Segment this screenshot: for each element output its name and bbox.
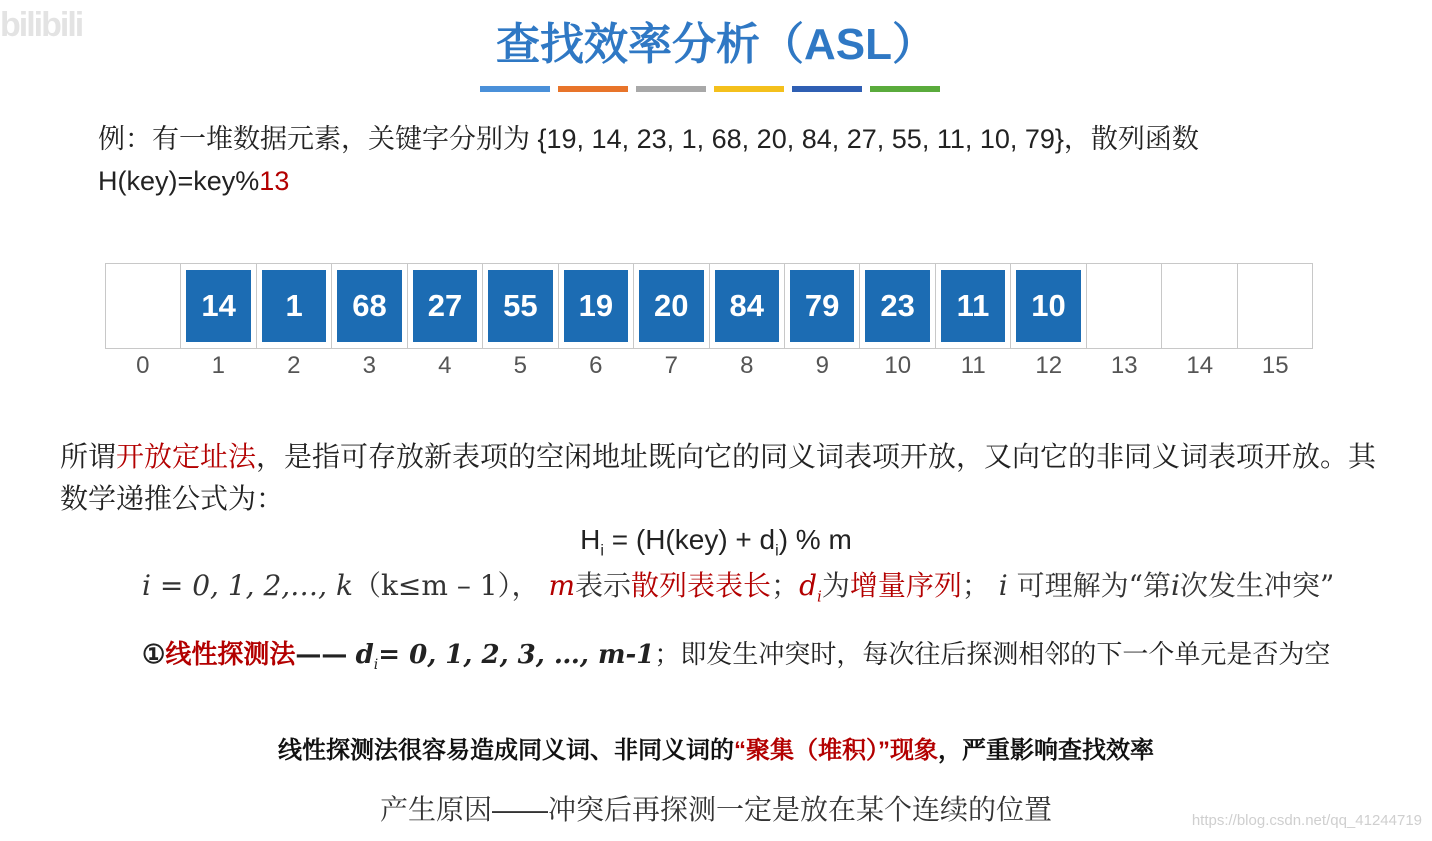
hash-slot-index: 10: [884, 352, 912, 379]
cause-line: 产生原因——冲突后再探测一定是放在某个连续的位置: [379, 794, 1052, 825]
hash-slot-value: 84: [715, 270, 779, 342]
linear-dash: ——: [295, 640, 348, 670]
conclusion-post: ，严重影响查找效率: [938, 737, 1154, 764]
hash-slot-index: 7: [664, 352, 678, 379]
param-semicolon-2: ；: [961, 569, 990, 602]
hash-slot-index: 13: [1110, 352, 1138, 379]
formula-end: ) % m: [778, 524, 852, 555]
hash-slot: [559, 264, 634, 348]
hash-slot-value: 23: [865, 270, 929, 342]
hash-slot: [181, 264, 256, 348]
hash-slot-index: 14: [1186, 352, 1214, 379]
param-d-term: 增量序列: [849, 570, 962, 601]
hash-slot-value: 1: [262, 270, 326, 342]
hash-slot-index: 6: [589, 352, 603, 379]
hash-slot: [1162, 264, 1237, 348]
color-bar-segment: [870, 86, 940, 92]
definition-term: 开放定址法: [116, 441, 257, 472]
hash-slot-index: 5: [513, 352, 527, 379]
hash-slot: [1238, 264, 1312, 348]
linear-number: ①: [142, 640, 166, 670]
hash-slot-value: 79: [790, 270, 854, 342]
color-bar-segment: [714, 86, 784, 92]
linear-description: ；即发生冲突时，每次往后探测相邻的下一个单元是否为空: [654, 640, 1331, 670]
formula-mid: = (H(key) + d: [603, 524, 776, 555]
formula-sub-i-2: i: [775, 542, 779, 560]
hash-slot: [936, 264, 1011, 348]
example-modulus: 13: [259, 166, 290, 196]
hash-slot: [1087, 264, 1162, 348]
param-condition: （k≤m – 1）: [352, 569, 512, 602]
hash-slot-index: 15: [1261, 352, 1289, 379]
hash-slot-value: 10: [1016, 270, 1080, 342]
conclusion-pre: 线性探测法很容易造成同义词、非同义词的: [278, 737, 734, 764]
hash-slot: [483, 264, 558, 348]
recurrence-formula: [0, 524, 1432, 561]
hash-slot: [785, 264, 860, 348]
color-bar-segment: [792, 86, 862, 92]
conclusion-line: [0, 730, 1432, 765]
hash-slot-value: 14: [186, 270, 250, 342]
linear-probing-line: [142, 634, 1330, 673]
color-bar-segment: [558, 86, 628, 92]
formula-parameters: [142, 564, 1334, 606]
hash-slot: [860, 264, 935, 348]
param-d-sub: i: [817, 587, 822, 606]
color-bar-segment: [636, 86, 706, 92]
hash-slot-index: 9: [815, 352, 829, 379]
param-semicolon-1: ；: [771, 569, 800, 602]
param-i-desc-2: 次发生冲突”: [1179, 569, 1335, 602]
param-m-term: 散列表表长: [631, 570, 772, 601]
hash-slot-index: 12: [1035, 352, 1063, 379]
watermark: https://blog.csdn.net/qq_41244719: [1191, 812, 1422, 829]
title-underline-color-bar: [480, 86, 940, 92]
hash-slot-index: 11: [960, 352, 986, 379]
hash-slot-index: 4: [438, 352, 452, 379]
param-m-desc: 表示: [575, 570, 632, 601]
hash-slot: [257, 264, 332, 348]
hash-slot-value: 19: [564, 270, 628, 342]
formula-h: H: [580, 524, 601, 555]
example-text: 例：有一堆数据元素，关键字分别为 {19, 14, 23, 1, 68, 20, 84, 27, 55, 11, 10, 79}，散列函数 H(key)=key%: [98, 124, 1199, 196]
definition-body: ，是指可存放新表项的空闲地址既向它的同义词表项开放，又向它的非同义词表项开放。其数学递推公式为：: [60, 441, 1377, 514]
param-range: i = 0, 1, 2,…, k: [142, 569, 353, 602]
hash-slot: [106, 264, 181, 348]
hash-slot-index: 1: [211, 352, 225, 379]
param-i: i: [998, 569, 1008, 602]
definition-prefix: 所谓: [60, 441, 117, 472]
hash-slot-value: 55: [488, 270, 552, 342]
linear-sequence: = 0, 1, 2, 3, …, m-1: [378, 640, 655, 670]
param-d-desc: 为: [821, 570, 850, 601]
hash-slot: [634, 264, 709, 348]
hash-table: [105, 263, 1313, 349]
hash-slot: [332, 264, 407, 348]
hash-slot-index: 8: [740, 352, 754, 379]
param-separator: ，: [511, 569, 540, 602]
param-m: m: [548, 569, 576, 602]
hash-slot-index: 3: [362, 352, 376, 379]
hash-slot-value: 11: [941, 270, 1005, 342]
page-title: 查找效率分析（ASL）: [496, 20, 936, 69]
linear-d: d: [355, 640, 374, 670]
param-d: d: [799, 569, 818, 602]
param-i-2: i: [1170, 569, 1180, 602]
formula-sub-i: i: [600, 542, 604, 560]
linear-d-sub: i: [373, 657, 379, 674]
hash-slot: [1011, 264, 1086, 348]
hash-slot-index: 2: [287, 352, 301, 379]
hash-slot: [710, 264, 785, 348]
definition-paragraph: [60, 436, 1380, 520]
hash-slot-value: 68: [337, 270, 401, 342]
bilibili-logo: bilibili: [0, 6, 83, 44]
linear-term: 线性探测法: [165, 639, 296, 669]
hash-slot: [408, 264, 483, 348]
conclusion-highlight: “聚集（堆积）”现象: [734, 737, 938, 764]
example-paragraph: [98, 118, 1338, 202]
color-bar-segment: [480, 86, 550, 92]
hash-slot-index: 0: [136, 352, 150, 379]
hash-table-indices: [105, 352, 1313, 380]
hash-slot-value: 20: [639, 270, 703, 342]
param-i-desc: 可理解为“第: [1016, 569, 1171, 602]
hash-slot-value: 27: [413, 270, 477, 342]
